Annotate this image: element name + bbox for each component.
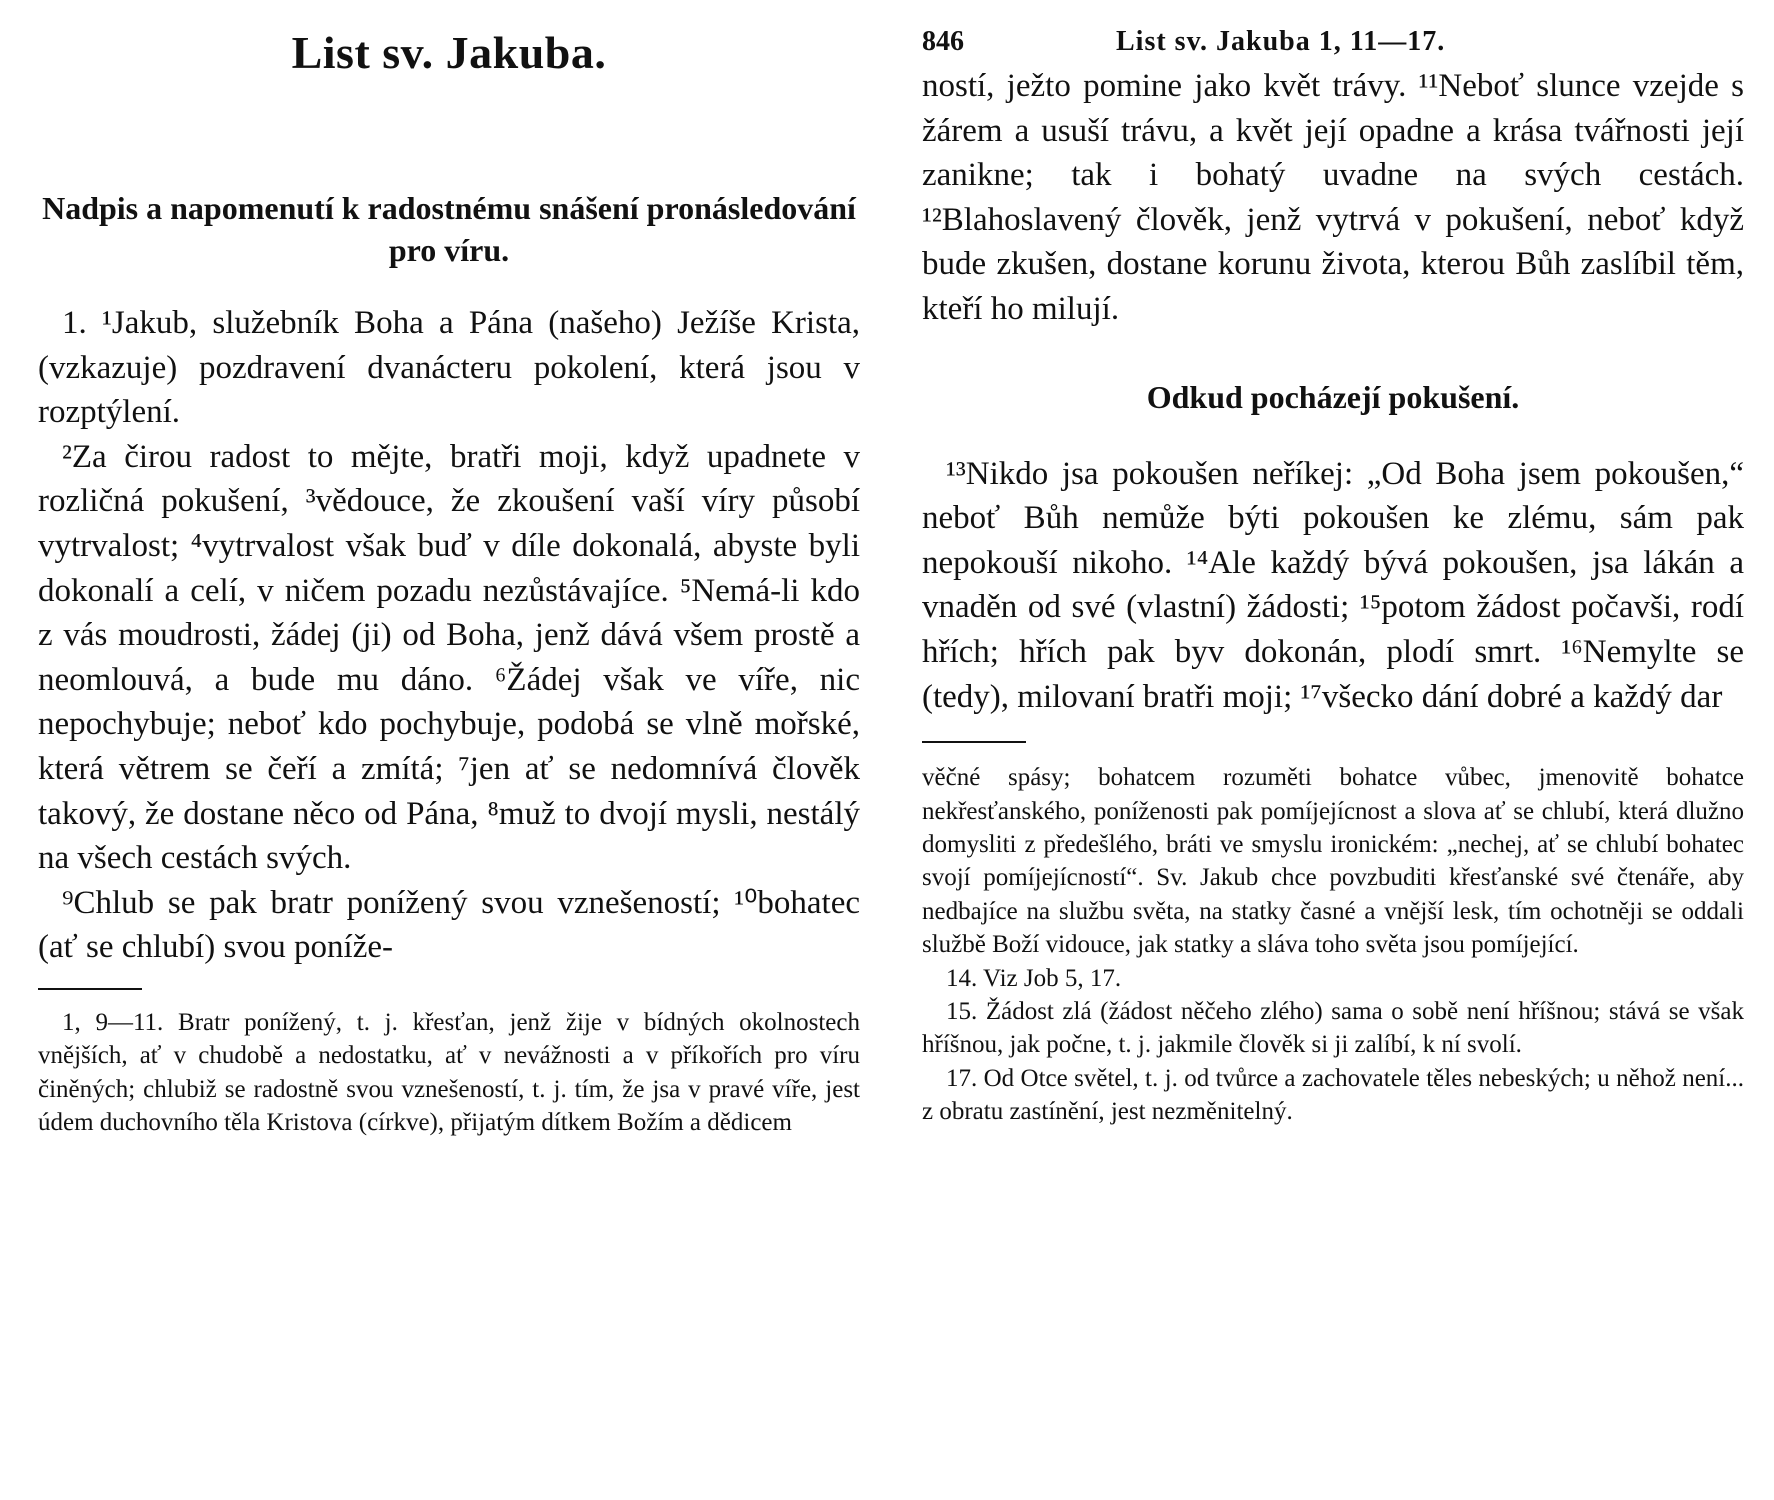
footnote: věčné spásy; bohatcem rozuměti bohatce vůbec, jmenovitě bohatce nekřesťanského, poníženosti pak pomíjejícnost a slova ať se chlubí, která dlužno domysliti z předešlého, bráti ve smyslu ironickém: „nechej, ať se chlubí bohatec svojí pomíjejícností“. Sv. Jakub chce povzbuditi křesťanské své čtenáře, aby nedbajíce na službu světa, na statky časné a vnější lesk, tím ochotněji se oddali službě Boží vidouce, jak statky a sláva toho světa jsou pomíjející. <box>922 764 1744 959</box>
section-heading: Odkud pocházejí pokušení. <box>1146 378 1520 415</box>
left-page <box>38 0 860 1140</box>
paragraph: ⁹Chlub se pak bratr ponížený svou vznešeností; ¹⁰bohatec (ať se chlubí) svou poníže- <box>38 884 860 966</box>
paragraph: ností, ježto pomine jako květ trávy. ¹¹Neboť slunce vzejde s žárem a usuší trávu, a květ její opadne a krása tvářnosti její zanikne; tak i bohatý uvadne na svých cestách. ¹²Blahoslavený člověk, jenž vytrvá v pokušení, neboť když bude zkušen, dostane korunu života, kterou Bůh zaslíbil těm, kteří ho milují. <box>922 68 1744 327</box>
footnote: 1, 9—11. Bratr ponížený, t. j. křesťan, jenž žije v bídných okolnostech vnějších, ať v chudobě a nedostatku, ať v nevážnosti a v příkořích pro víru činěných; chlubiž se radostně svou vznešeností, t. j. tím, že jsa v pravé víře, jest údem duchovního těla Kristova (církve), přijatým dítkem Božím a dědicem <box>38 1008 860 1137</box>
footnotes <box>38 1006 860 1140</box>
body-text-bottom <box>922 452 1744 720</box>
footnotes <box>922 761 1744 1128</box>
body-text-top <box>922 64 1744 332</box>
body-text <box>38 301 860 970</box>
running-head <box>922 26 1744 58</box>
section-heading: Nadpis a napomenutí k radostnému snášení pronásledování pro víru. <box>42 190 856 268</box>
right-page <box>922 0 1744 1129</box>
paragraph: ¹³Nikdo jsa pokoušen neříkej: „Od Boha jsem pokoušen,“ neboť Bůh nemůže býti pokoušen ke zlému, sám pak nepokouší nikoho. ¹⁴Ale každý bývá pokoušen, jsa lákán a vnaděn od své (vlastní) žádosti; ¹⁵potom žádost počavši, rodí hřích; hřích pak byv dokonán, plodí smrt. ¹⁶Nemylte se (tedy), milovaní bratři moji; ¹⁷všecko dání dobré a každý dar <box>922 455 1744 715</box>
running-head-title: List sv. Jakuba 1, 11—17. <box>1116 26 1446 57</box>
page-title: List sv. Jakuba. <box>291 27 607 78</box>
footnote: 17. Od Otce světel, t. j. od tvůrce a zachovatele těles nebeských; u něhož není... z obratu zastínění, jest nezměnitelný. <box>922 1064 1744 1126</box>
footnote-rule <box>922 741 1026 743</box>
footnote: 15. Žádost zlá (žádost něčeho zlého) sama o sobě není hříšnou; stává se však hříšnou, jak počne, t. j. jakmile člověk si ji zalíbí, k ní svolí. <box>922 997 1744 1059</box>
paragraph: 1. ¹Jakub, služebník Boha a Pána (našeho) Ježíše Krista, (vzkazuje) pozdravení dvanácteru pokolení, která jsou v rozptýlení. <box>38 305 860 431</box>
page-number: 846 <box>922 26 964 57</box>
footnote-rule <box>38 988 142 990</box>
paragraph: ²Za čirou radost to mějte, bratři moji, když upadnete v rozličná pokušení, ³vědouce, že zkoušení vaší víry působí vytrvalost; ⁴vytrvalost však buď v díle dokonalá, abyste byli dokonalí a celí, v ničem pozadu nezůstávajíce. ⁵Nemá-li kdo z vás moudrosti, žádej (ji) od Boha, jenž dává všem prostě a neomlouvá, a bude mu dáno. ⁶Žádej však ve víře, nic nepochybuje; neboť kdo pochybuje, podobá se vlně mořské, která větrem se čeří a zmítá; ⁷jen ať se nedomnívá člověk takový, že dostane něco od Pána, ⁸muž to dvojí mysli, nestálý na všech cestách svých. <box>38 438 860 877</box>
footnote: 14. Viz Job 5, 17. <box>946 964 1122 992</box>
